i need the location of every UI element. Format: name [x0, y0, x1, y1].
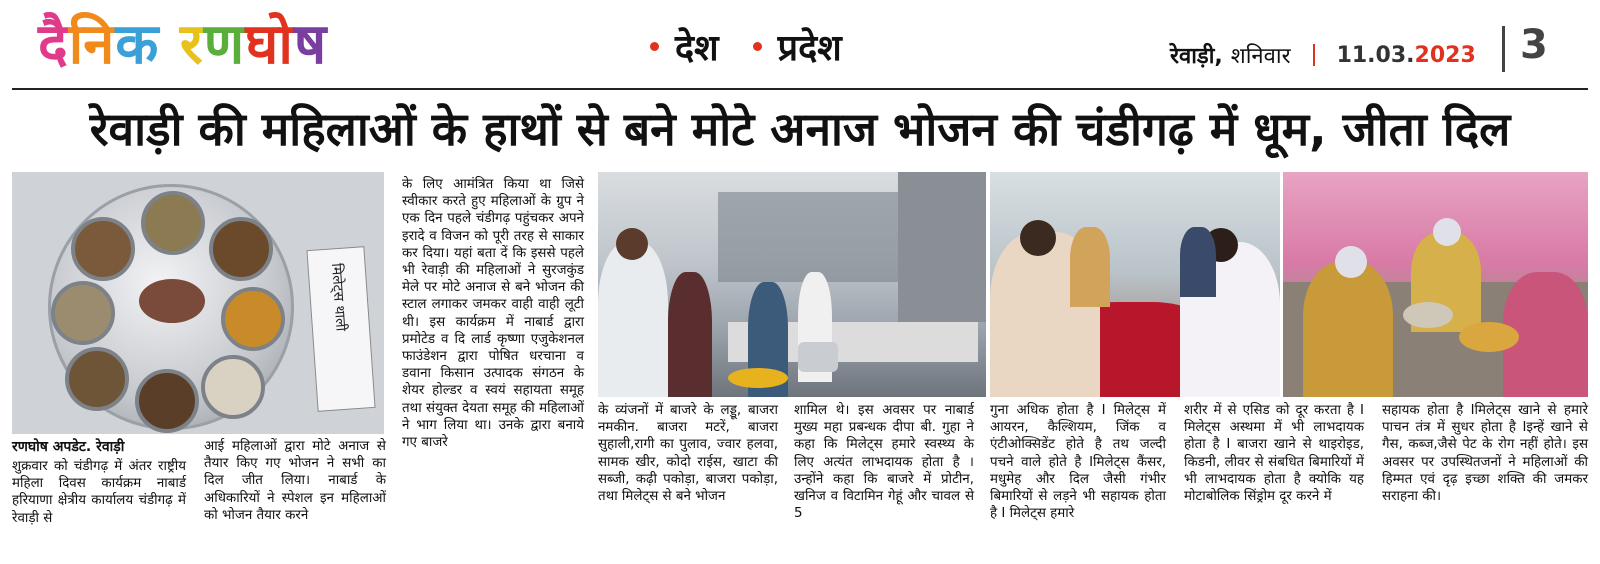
weekday: शनिवार — [1230, 44, 1291, 69]
photo-millet-thali — [12, 172, 384, 434]
divider — [1313, 44, 1315, 66]
millet-card: मिलेट्स थाली — [306, 246, 375, 412]
photo-women-cooking — [1283, 172, 1588, 397]
article-column-7: शरीर में से एसिड को दूर करता है I मिलेट्स अस्थमा में भी लाभदायक होता है I बाजरा खाने से थाइरोइड, किडनी, लीवर से संबधित बिमारियों में भी लाभदायक होता है क्योकि यह मोटाबोलिक सिंड्रोम दूर करने में — [1184, 403, 1364, 505]
page-divider — [1502, 26, 1505, 72]
logo-glyph: दै — [38, 12, 67, 77]
article-column-4: के व्यंजनों में बाजरे के लड्डू, बाजरा नमकीन. बाजरा मटरें, बाजरा सुहाली,रागी का पुलाव, ज्वार हलवा, सामक खीर, कोदो राईस, खाटा की सब्जी, कढ़ी पकोड़ा, बाजरा पकोड़ा, तथा मिलेट्स से बने भोजन — [598, 403, 778, 505]
article-column-5: शामिल थे। इस अवसर पर नाबार्ड मुख्य महा प्रबन्धक दीपा बी. गुहा ने कहा कि मिलेट्स हमारे स्वस्थ्य के लिए अत्यंत लाभदायक होता है । उन्होंने कहा कि बाजरे में प्रोटीन, खनिज व विटामिन गेहूं और चावल से 5 — [794, 403, 974, 522]
article-column-8: सहायक होता है Iमिलेट्स खाने से हमारे पाचन तंत्र में सुधर होता है Iइन्हें खाने से गैस, कब्ज,जैसे पेट के रोग नहीं होते। इस अवसर पर उपस्थितजनों ने महिलाओं की हिम्मत एवं दृढ़ इच्छा शक्ति की जमकर सराहना की। — [1382, 403, 1588, 505]
logo-glyph: ण — [203, 12, 244, 77]
logo-glyph: नि — [68, 12, 114, 77]
city-name: रेवाड़ी, — [1170, 44, 1223, 69]
photo-buffet-hall — [598, 172, 986, 397]
article-column-1: शुक्रवार को चंडीगढ़ में अंतर राष्ट्रीय महिला दिवस कार्यक्रम नाबार्ड हरियाणा क्षेत्रीय कार्यालय चंडीगढ़ में रेवाड़ी से — [12, 459, 186, 526]
date: 11.03. — [1336, 42, 1415, 68]
byline: रणघोष अपडेट. रेवाड़ी — [12, 439, 125, 455]
year: 2023 — [1414, 42, 1476, 68]
section-desh-label: देश — [675, 28, 719, 69]
thali-plate — [48, 184, 294, 430]
logo-glyph: र — [179, 12, 202, 77]
headline: रेवाड़ी की महिलाओं के हाथों से बने मोटे अनाज भोजन की चंडीगढ़ में धूम, जीता दिल — [89, 102, 1511, 156]
section-pradesh-label: प्रदेश — [777, 28, 842, 69]
red-dot-icon — [650, 42, 659, 51]
section-desh — [650, 22, 719, 71]
newspaper-logo — [38, 10, 325, 80]
section-pradesh — [753, 22, 842, 71]
article-column-2: आई महिलाओं द्वारा मोटे अनाज से तैयार किए गए भोजन ने सभी का दिल जीत लिया। नाबार्ड के अधिकारियों ने स्पेशल इन महिलाओं को भोजन तैयार करने — [204, 439, 386, 523]
masthead — [0, 0, 1600, 88]
masthead-rule — [12, 88, 1588, 90]
dateline — [1170, 40, 1476, 70]
photo-women-dining — [990, 172, 1280, 397]
article-column-3: के लिए आमंत्रित किया था जिसे स्वीकार करते हुए महिलाओं के ग्रुप ने एक दिन पहले चंडीगढ़ पहुंचकर अपने इरादे व विजन को पूरी तरह से साकार कर दिया। यहां बता दें कि इससे पहले भी रेवाड़ी की महिलाओं ने सुरजकुंड मेले पर मोटे अनाज से बने भोजन की स्टाल लगाकर जमकर वाही वाही लूटी थी। इस कार्यक्रम में नाबार्ड द्वारा प्रमोटेड व दि लार्ड कृष्णा एजुकेशनल फाउंडेशन द्वारा पोषित धरचाना व डवाना किसान उत्पादक संगठन के शेयर होल्डर व स्वयं सहायता समूह तथा संयुक्त देयता समूह की महिलाओं ने भाग लिया था। उनके द्वारा बनाये गए बाजरे — [402, 177, 584, 451]
logo-glyph: क — [115, 12, 158, 77]
logo-glyph — [159, 10, 178, 80]
page-number: 3 — [1520, 22, 1548, 68]
red-dot-icon — [753, 42, 762, 51]
section-labels — [650, 22, 842, 71]
logo-glyph: ष — [293, 12, 326, 77]
logo-glyph: घो — [245, 12, 292, 77]
article-column-6: गुना अधिक होता है I मिलेट्स में आयरन, कैल्शियम, जिंक व एंटीओक्सिडेंट होते है तथ जल्दी पचने वाले होते है Iमिलेट्स कैंसर, मधुमेह और दिल जैसी गंभीर बिमारियों से लड़ने भी सहायक होता है I मिलेट्स हमारे — [990, 403, 1166, 522]
